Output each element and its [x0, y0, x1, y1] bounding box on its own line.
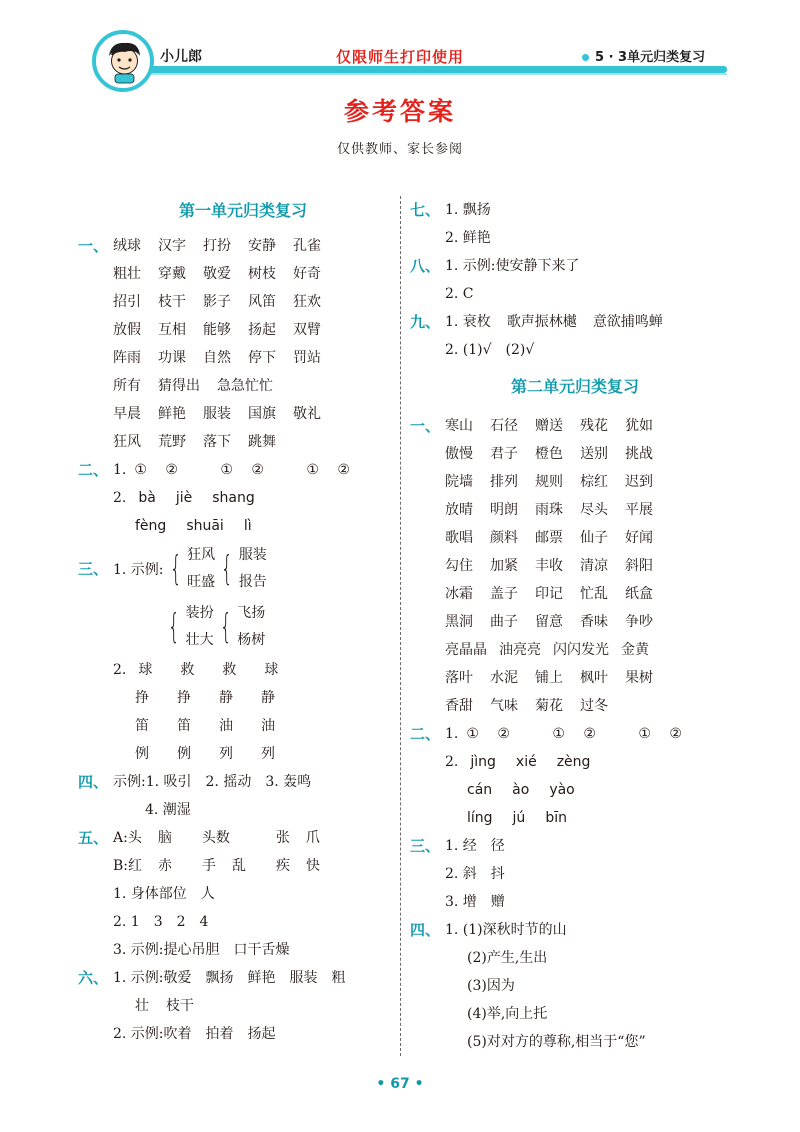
word: 服装	[203, 406, 231, 422]
word: 敬爱	[203, 266, 231, 282]
series-text: 5 · 3单元归类复习	[595, 50, 706, 65]
word-row	[113, 232, 408, 260]
answer-line	[113, 484, 408, 512]
word-row	[113, 260, 408, 288]
item-label: 1.	[445, 726, 459, 742]
answer-line: 1. 飘扬	[445, 202, 491, 218]
word: 雨珠	[535, 502, 563, 518]
word: 送别	[580, 446, 608, 462]
header-bar-underline	[105, 73, 727, 75]
circled-number: ①	[466, 726, 479, 742]
word: 君子	[490, 446, 518, 462]
answer-line: 1. 经 径	[445, 838, 505, 854]
series-label	[582, 46, 705, 65]
word-stack	[239, 542, 267, 596]
pinyin: xié	[515, 754, 537, 770]
word: 粗壮	[113, 266, 141, 282]
word: 2. 示例:吹着	[113, 1026, 192, 1042]
word: 争吵	[625, 614, 653, 630]
left-question-2	[78, 456, 408, 540]
bullet-dot-icon	[582, 54, 589, 61]
word: 跳舞	[248, 434, 276, 450]
answer-line	[113, 824, 408, 852]
word: 狂风	[187, 547, 216, 563]
right-question-9	[410, 308, 740, 364]
answer-line: 2. C	[445, 286, 474, 302]
answer-line: 1. 身体部位 人	[113, 886, 215, 902]
word: 气味	[490, 698, 518, 714]
word: 装扮	[185, 605, 214, 621]
word-row	[445, 440, 740, 468]
answer-line: 3. 增 赠	[445, 894, 505, 910]
question-number: 七、	[410, 201, 441, 219]
question-number: 三、	[410, 837, 441, 855]
char: 挣	[135, 690, 149, 706]
answer-line: 2. 1 3 2 4	[113, 914, 209, 930]
answer-line	[445, 804, 740, 832]
word-stack	[187, 542, 215, 596]
word: 旺盛	[187, 574, 216, 590]
pinyin: ào	[512, 782, 530, 798]
header-bar	[105, 66, 727, 73]
circled-number: ②	[497, 726, 510, 742]
word: 穿戴	[158, 266, 186, 282]
answer-line: (3)因为	[467, 978, 515, 994]
word: 落叶	[445, 670, 473, 686]
left-column	[78, 196, 408, 1048]
word: 阵雨	[113, 350, 141, 366]
word-row	[445, 468, 740, 496]
circled-number: ①	[220, 462, 233, 478]
word-row	[445, 664, 740, 692]
word: 曲子	[490, 614, 518, 630]
char: 例	[135, 746, 149, 762]
answer-line	[113, 712, 408, 740]
word: 早晨	[113, 406, 141, 422]
circled-number: ②	[337, 462, 350, 478]
pinyin: líng	[467, 810, 493, 826]
word: 扬起	[248, 322, 276, 338]
item-label: 2.	[113, 490, 127, 506]
word: 飘扬	[205, 970, 234, 986]
word: 菊花	[535, 698, 563, 714]
word: 张	[275, 830, 290, 846]
word: 黑洞	[445, 614, 473, 630]
char: 球	[138, 662, 153, 678]
word: 邮票	[535, 530, 563, 546]
word: 赠送	[535, 418, 563, 434]
pinyin: bà	[138, 490, 156, 506]
page-number: • 67 •	[376, 1076, 424, 1092]
answer-line	[445, 308, 740, 336]
char: 静	[261, 690, 275, 706]
left-question-1	[78, 232, 408, 456]
word: 落下	[203, 434, 231, 450]
print-notice: 仅限师生打印使用	[336, 48, 465, 66]
word: 铺上	[535, 670, 563, 686]
word: 挑战	[625, 446, 653, 462]
answer-line: 2. 鲜艳	[445, 230, 491, 246]
word: 孔雀	[293, 238, 321, 254]
word: 影子	[203, 294, 231, 310]
circled-number: ②	[251, 462, 264, 478]
pinyin: yào	[549, 782, 575, 798]
word: 金黄	[621, 642, 649, 658]
word: 水泥	[490, 670, 518, 686]
word: 傲慢	[445, 446, 473, 462]
word: 石径	[490, 418, 518, 434]
word: 丰收	[535, 558, 563, 574]
word: 赤	[158, 858, 173, 874]
word: 爪	[305, 830, 320, 846]
word: 1. 示例:敬爱	[113, 970, 192, 986]
word: 棕红	[580, 474, 608, 490]
answer-line: (4)举,向上托	[467, 1006, 548, 1022]
word-stack	[237, 600, 265, 654]
word: 双臂	[293, 322, 321, 338]
circled-number: ①	[134, 462, 147, 478]
page-subtitle: 仅供教师、家长参阅	[336, 142, 463, 157]
word: 放晴	[445, 502, 473, 518]
pinyin: bīn	[545, 810, 567, 826]
section-title-unit2: 第二单元归类复习	[510, 377, 639, 396]
question-number: 一、	[78, 237, 109, 255]
word: 盖子	[490, 586, 518, 602]
item-label: 1. 示例:	[113, 562, 164, 578]
word: 树枝	[248, 266, 276, 282]
word: 停下	[248, 350, 276, 366]
word-row	[113, 316, 408, 344]
word: 打扮	[203, 238, 231, 254]
word-row	[445, 580, 740, 608]
word: 急急忙忙	[217, 378, 273, 394]
question-number: 五、	[78, 829, 109, 847]
word-grid	[113, 232, 408, 456]
word: 橙色	[535, 446, 563, 462]
left-question-3	[78, 540, 408, 768]
brand-name: 小儿郎	[160, 49, 202, 65]
brace-group	[113, 598, 408, 656]
circled-number: ①	[306, 462, 319, 478]
right-question-8	[410, 252, 740, 308]
char: 笛	[177, 718, 191, 734]
word: 枝干	[166, 998, 194, 1014]
left-brace-icon: {	[219, 607, 232, 647]
answer-line: 示例:1. 吸引 2. 摇动 3. 轰鸣	[113, 774, 312, 790]
word: 粗	[331, 970, 346, 986]
word: 清凉	[580, 558, 608, 574]
right-question-7	[410, 196, 740, 252]
word-row	[113, 344, 408, 372]
pinyin: shuāi	[186, 518, 224, 534]
word: 疾	[276, 858, 291, 874]
word: 服装	[238, 547, 267, 563]
char: 球	[264, 662, 279, 678]
word: 鲜艳	[158, 406, 186, 422]
circled-number: ②	[669, 726, 682, 742]
word-row	[113, 288, 408, 316]
circled-number: ①	[552, 726, 565, 742]
answer-line: (2)产生,生出	[467, 950, 548, 966]
answer-line: 2. 斜 抖	[445, 866, 505, 882]
word: 汉字	[158, 238, 186, 254]
left-question-5	[78, 824, 408, 964]
word-row	[445, 692, 740, 720]
word-row	[445, 608, 740, 636]
word: 过冬	[580, 698, 608, 714]
word: 果树	[625, 670, 653, 686]
word: 猜得出	[158, 378, 200, 394]
word: 安静	[248, 238, 276, 254]
word-row	[445, 496, 740, 524]
pinyin: jìng	[470, 754, 496, 770]
answer-line	[113, 992, 408, 1020]
word: 头数	[201, 830, 230, 846]
boy-mascot-icon	[105, 40, 143, 84]
pinyin: cán	[467, 782, 493, 798]
pinyin: lì	[243, 518, 252, 534]
word: B:红	[113, 858, 143, 874]
question-number: 九、	[410, 313, 441, 331]
word-row	[445, 636, 740, 664]
item-label: 2.	[113, 662, 127, 678]
answer-line	[113, 964, 408, 992]
question-number: 四、	[78, 773, 109, 791]
word: 服装	[289, 970, 318, 986]
word: 招引	[113, 294, 141, 310]
item-label: 2.	[445, 754, 459, 770]
word: 排列	[490, 474, 518, 490]
word: 勾住	[445, 558, 473, 574]
word: 尽头	[580, 502, 608, 518]
question-number: 二、	[410, 725, 441, 743]
left-brace-icon: {	[221, 549, 233, 589]
word: 扬起	[247, 1026, 276, 1042]
answer-line: (5)对对方的尊称,相当于“您”	[467, 1034, 646, 1050]
word: 颜料	[490, 530, 518, 546]
answer-line	[113, 456, 408, 484]
word: 壮	[135, 998, 149, 1014]
question-number: 八、	[410, 257, 441, 275]
answer-line	[113, 512, 408, 540]
word: 斜阳	[625, 558, 653, 574]
char: 静	[219, 690, 233, 706]
char: 油	[261, 718, 275, 734]
answer-line	[113, 740, 408, 768]
word: 迟到	[625, 474, 653, 490]
char: 救	[222, 662, 237, 678]
question-number: 四、	[410, 921, 441, 939]
left-brace-icon: {	[167, 607, 180, 647]
answer-line	[113, 1020, 408, 1048]
right-question-2	[410, 720, 740, 832]
word: 飞扬	[237, 605, 266, 621]
word: 枫叶	[580, 670, 608, 686]
word: 好奇	[293, 266, 321, 282]
word: 手	[202, 858, 217, 874]
word-row	[445, 524, 740, 552]
word: 快	[306, 858, 321, 874]
left-question-6	[78, 964, 408, 1048]
pinyin: zèng	[556, 754, 591, 770]
word: 忙乱	[580, 586, 608, 602]
word: 脑	[157, 830, 172, 846]
pinyin: shang	[212, 490, 255, 506]
word: 狂风	[113, 434, 141, 450]
word: 风笛	[248, 294, 276, 310]
word: 院墙	[445, 474, 473, 490]
char: 列	[261, 746, 275, 762]
word: 香甜	[445, 698, 473, 714]
answer-line	[445, 748, 740, 776]
right-question-1	[410, 412, 740, 720]
word: 国旗	[248, 406, 276, 422]
question-number: 二、	[78, 461, 109, 479]
right-question-3	[410, 832, 740, 916]
answer-line	[113, 684, 408, 712]
word-row	[445, 552, 740, 580]
question-number: 三、	[78, 560, 109, 578]
word-grid	[445, 412, 740, 720]
answer-line: 4. 潮湿	[145, 802, 191, 818]
word: 仙子	[580, 530, 608, 546]
right-question-4	[410, 916, 740, 1056]
word: 加紧	[490, 558, 518, 574]
word: 枝干	[158, 294, 186, 310]
answer-line	[113, 656, 408, 684]
circled-number: ①	[638, 726, 651, 742]
word: 规则	[535, 474, 563, 490]
word: 放假	[113, 322, 141, 338]
word: 残花	[580, 418, 608, 434]
word: 互相	[158, 322, 186, 338]
question-number: 六、	[78, 969, 109, 987]
word: 杨树	[237, 632, 266, 648]
pinyin: fèng	[135, 518, 167, 534]
word: 狂欢	[293, 294, 321, 310]
word: 荒野	[158, 434, 186, 450]
left-brace-icon: {	[169, 549, 182, 589]
circled-number: ②	[165, 462, 178, 478]
section-title-unit1: 第一单元归类复习	[178, 201, 307, 220]
word: 壮大	[185, 632, 214, 648]
word: 好闻	[625, 530, 653, 546]
word: 意欲捕鸣蝉	[592, 314, 663, 330]
pinyin: jú	[512, 810, 526, 826]
answer-line: 3. 示例:提心吊胆 口干舌燥	[113, 942, 290, 958]
word: 平展	[625, 502, 653, 518]
char: 例	[177, 746, 191, 762]
brace-group	[113, 540, 408, 598]
word: 报告	[238, 574, 267, 590]
answer-line	[113, 852, 408, 880]
word-row	[445, 412, 740, 440]
word: 鲜艳	[247, 970, 276, 986]
char: 列	[219, 746, 233, 762]
word: 闪闪发光	[553, 642, 609, 658]
word: 明朗	[490, 502, 518, 518]
left-question-4	[78, 768, 408, 824]
answer-line	[445, 720, 740, 748]
word-row	[113, 372, 408, 400]
word: 寒山	[445, 418, 473, 434]
word: 纸盒	[625, 586, 653, 602]
right-column	[410, 196, 740, 1056]
word: 自然	[203, 350, 231, 366]
word: 乱	[232, 858, 247, 874]
char: 挣	[177, 690, 191, 706]
answer-line: 2. (1)√ (2)√	[445, 342, 535, 358]
word: 亮晶晶	[445, 642, 487, 658]
circled-number: ②	[583, 726, 596, 742]
word: 罚站	[293, 350, 321, 366]
word: 能够	[203, 322, 231, 338]
word: 歌声振林樾	[506, 314, 577, 330]
char: 油	[219, 718, 233, 734]
word: 歌唱	[445, 530, 473, 546]
page-title: 参考答案	[343, 97, 456, 126]
word: 油亮亮	[499, 642, 541, 658]
word: 印记	[535, 586, 563, 602]
char: 救	[180, 662, 195, 678]
answer-line	[445, 776, 740, 804]
word-row	[113, 400, 408, 428]
word: A:头	[113, 830, 142, 846]
word: 功课	[158, 350, 186, 366]
word: 1. 衰枚	[445, 314, 491, 330]
word: 留意	[535, 614, 563, 630]
word: 所有	[113, 378, 141, 394]
word: 拍着	[205, 1026, 234, 1042]
word: 敬礼	[293, 406, 321, 422]
item-label: 1.	[113, 462, 127, 478]
pinyin: jiè	[175, 490, 193, 506]
word-stack	[186, 600, 214, 654]
word: 绒球	[113, 238, 141, 254]
word-row	[113, 428, 408, 456]
question-number: 一、	[410, 417, 441, 435]
word: 香味	[580, 614, 608, 630]
char: 笛	[135, 718, 149, 734]
answer-line: 1. 示例:使安静下来了	[445, 258, 580, 274]
word: 冰霜	[445, 586, 473, 602]
word: 犹如	[625, 418, 653, 434]
answer-line: 1. (1)深秋时节的山	[445, 922, 567, 938]
